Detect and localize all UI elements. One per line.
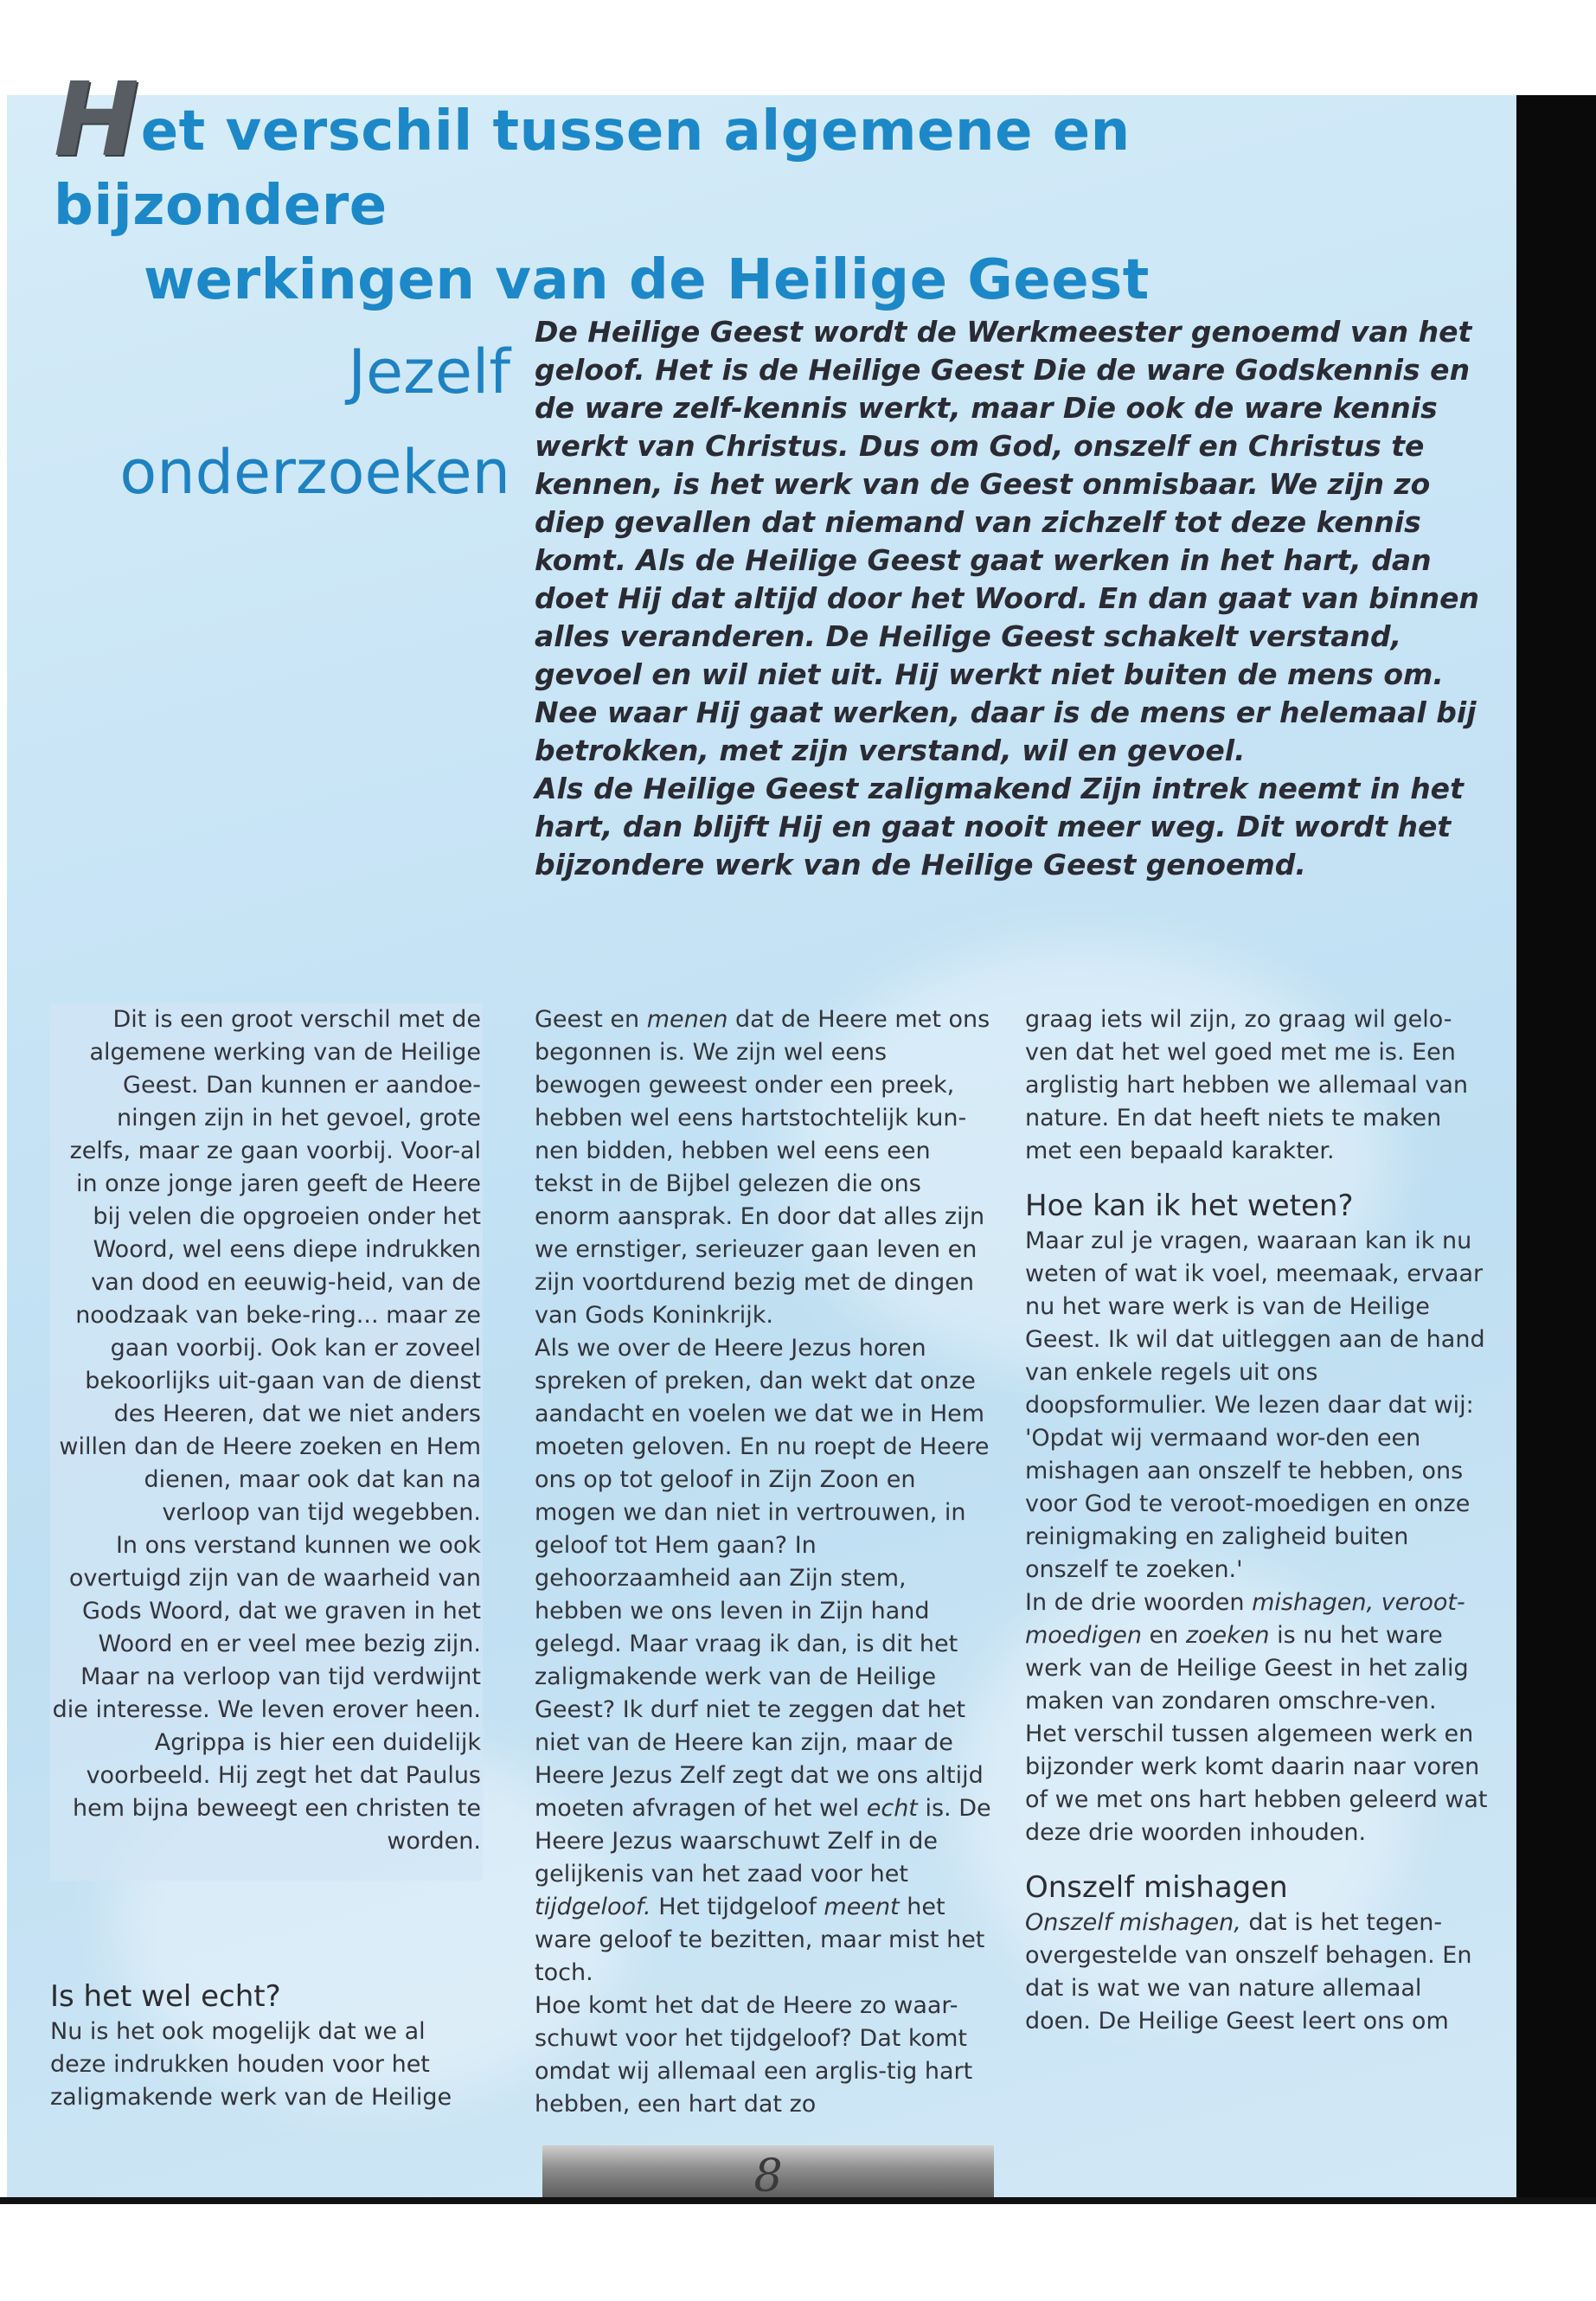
section-title-line-2: onderzoeken bbox=[119, 437, 510, 508]
text-run: is. De Heere Jezus waarschuwt Zelf in de gelijkenis van het zaad voor het bbox=[535, 1795, 991, 1888]
emphasis: echt bbox=[866, 1795, 918, 1822]
text-run: Als we over de Heere Jezus horen spreken of preken, dan wekt dat onze aandacht en voelen we dat we in Hem moeten geloven. En nu roept de Heere ons op tot geloof in Zijn Zoon en mogen we dan niet in vertrouwen, in geloof tot Hem gaan? In gehoorzaamheid aan Zijn stem, hebben we ons leven in Zijn hand gelegd. Maar vraag ik dan, is dit het zaligmakende werk van de Heilige Geest? Ik durf niet te zeggen dat het niet van de Heere kan zijn, maar de Heere Jezus Zelf zegt dat we ons altijd moeten afvragen of het wel bbox=[535, 1335, 990, 1822]
paragraph: In ons verstand kunnen we ook overtuigd zijn van de waarheid van Gods Woord, dat we graven in het Woord en er veel mee bezig zijn. Maar na verloop van tijd verdwijnt die interesse. We leven erover heen. Agrippa is hier een duidelijk voorbeeld. Hij zegt het dat Paulus hem bijna beweegt een christen te worden. bbox=[52, 1532, 481, 1855]
section-title-line-1: Jezelf bbox=[348, 336, 510, 407]
column-2 bbox=[535, 1003, 993, 2121]
page-number: 8 bbox=[753, 2150, 783, 2202]
paragraph: Nu is het ook mogelijk dat we al deze indrukken houden voor het zaligmakende werk van de Heilige bbox=[50, 2018, 452, 2111]
text-run: is nu het ware werk van de Heilige Geest in het zalig maken van zondaren omschre-ven. bbox=[1025, 1622, 1469, 1715]
paragraph bbox=[1025, 1586, 1492, 1718]
paragraph bbox=[535, 1332, 993, 1990]
section-title bbox=[26, 322, 510, 522]
shaded-text-box bbox=[50, 1003, 483, 1881]
subheading-onszelf-mishagen: Onszelf mishagen bbox=[1025, 1870, 1288, 1905]
subheading-is-het-wel-echt: Is het wel echt? bbox=[50, 1979, 281, 2014]
text-run: dat de Heere met ons begonnen is. We zijn wel eens bewogen geweest onder een preek, hebben wel eens hartstochtelijk kun-nen bidden, hebben wel eens een tekst in de Bijbel gelezen die ons enorm aansprak. En door dat alles zijn we ernstiger, serieuzer gaan leven en zijn voortdurend bezig met de dingen van Gods Koninkrijk. bbox=[535, 1006, 990, 1329]
text-run: en bbox=[1141, 1622, 1186, 1649]
page-number-bar bbox=[542, 2145, 994, 2202]
text-run: In de drie woorden bbox=[1025, 1589, 1253, 1616]
emphasis: mishagen, veroot-moedigen bbox=[1025, 1589, 1465, 1649]
text-run: dat is het tegen-overgestelde van onszelf behagen. En dat is wat we van nature allemaal doen. De Heilige Geest leert ons om bbox=[1025, 1909, 1472, 2035]
emphasis: Onszelf mishagen, bbox=[1025, 1909, 1241, 1936]
paragraph: graag iets wil zijn, zo graag wil gelo-ven dat het wel goed met me is. Een arglistig hart hebben we allemaal van nature. En dat heeft niets te maken met een bepaald karakter. bbox=[1025, 1006, 1468, 1164]
paragraph: Hoe komt het dat de Heere zo waar-schuwt voor het tijdgeloof? Dat komt omdat wij allemaal een arglis-tig hart hebben, een hart dat zo bbox=[535, 1992, 973, 2118]
column-1 bbox=[50, 1003, 483, 2114]
article-title bbox=[54, 60, 1472, 317]
title-line-1: et verschil tussen algemene en bijzondere bbox=[54, 99, 1131, 238]
intro-text-2: Als de Heilige Geest zaligmakend Zijn intrek neemt in het hart, dan blijft Hij en gaat nooit meer weg. Dit wordt het bijzondere werk van de Heilige Geest genoemd. bbox=[535, 772, 1464, 881]
paragraph bbox=[1025, 1907, 1492, 2038]
text-run: het ware geloof te bezitten, maar mist het toch. bbox=[535, 1894, 985, 1986]
title-line-2: werkingen van de Heilige Geest bbox=[144, 248, 1150, 312]
intro-paragraph bbox=[535, 313, 1499, 884]
title-drop-cap: H bbox=[54, 60, 136, 179]
emphasis: zoeken bbox=[1185, 1622, 1270, 1649]
paragraph: Dit is een groot verschil met de algemene werking van de Heilige Geest. Dan kunnen er aandoe-ningen zijn in het gevoel, grote zelfs, maar ze gaan voorbij. Voor-al in onze jonge jaren geeft de Heere bij velen die opgroeien onder het Woord, wel eens diepe indrukken van dood en eeuwig-heid, van de noodzaak van beke-ring... maar ze gaan voorbij. Ook kan er zoveel bekoorlijks uit-gaan van de dienst des Heeren, dat we niet anders willen dan de Heere zoeken en Hem dienen, maar ook dat kan na verloop van tijd wegebben. bbox=[59, 1006, 481, 1526]
emphasis: menen bbox=[646, 1006, 728, 1033]
text-run: Het tijdgeloof bbox=[651, 1894, 824, 1920]
intro-text-1: De Heilige Geest wordt de Werkmeester genoemd van het geloof. Het is de Heilige Geest Die de ware Godskennis en de ware zelf-kennis werkt, maar Die ook de ware kennis werkt van Christus. Dus om God, onszelf en Christus te kennen, is het werk van de Geest onmisbaar. We zijn zo diep gevallen dat niemand van zichzelf tot deze kennis komt. Als de Heilige Geest gaat werken in het hart, dan doet Hij dat altijd door het Woord. En dan gaat van binnen alles veranderen. De Heilige Geest schakelt verstand, gevoel en wil niet uit. Hij werkt niet buiten de mens om. Nee waar Hij gaat werken, daar is de mens er helemaal bij betrokken, met zijn verstand, wil en gevoel. bbox=[535, 315, 1480, 767]
scan-edge-right bbox=[1516, 95, 1596, 2197]
paragraph bbox=[535, 1003, 993, 1332]
emphasis: tijdgeloof. bbox=[535, 1894, 651, 1920]
column-3 bbox=[1025, 1003, 1492, 2038]
paragraph: Maar zul je vragen, waaraan kan ik nu weten of wat ik voel, meemaak, ervaar nu het ware werk is van de Heilige Geest. Ik wil dat uitleggen aan de hand van enkele regels uit ons doopsformulier. We lezen daar dat wij: 'Opdat wij vermaand wor-den een mishagen aan onszelf te hebben, ons voor God te veroot-moedigen en onze reinigmaking en zaligheid buiten onszelf te zoeken.' bbox=[1025, 1227, 1485, 1583]
paragraph: Het verschil tussen algemeen werk en bijzonder werk komt daarin naar voren of we met ons hart hebben geleerd wat deze drie woorden inhouden. bbox=[1025, 1721, 1488, 1846]
subheading-hoe-kan-ik-het-weten: Hoe kan ik het weten? bbox=[1025, 1189, 1354, 1223]
emphasis: meent bbox=[824, 1894, 900, 1920]
text-run: Geest en bbox=[535, 1006, 647, 1033]
